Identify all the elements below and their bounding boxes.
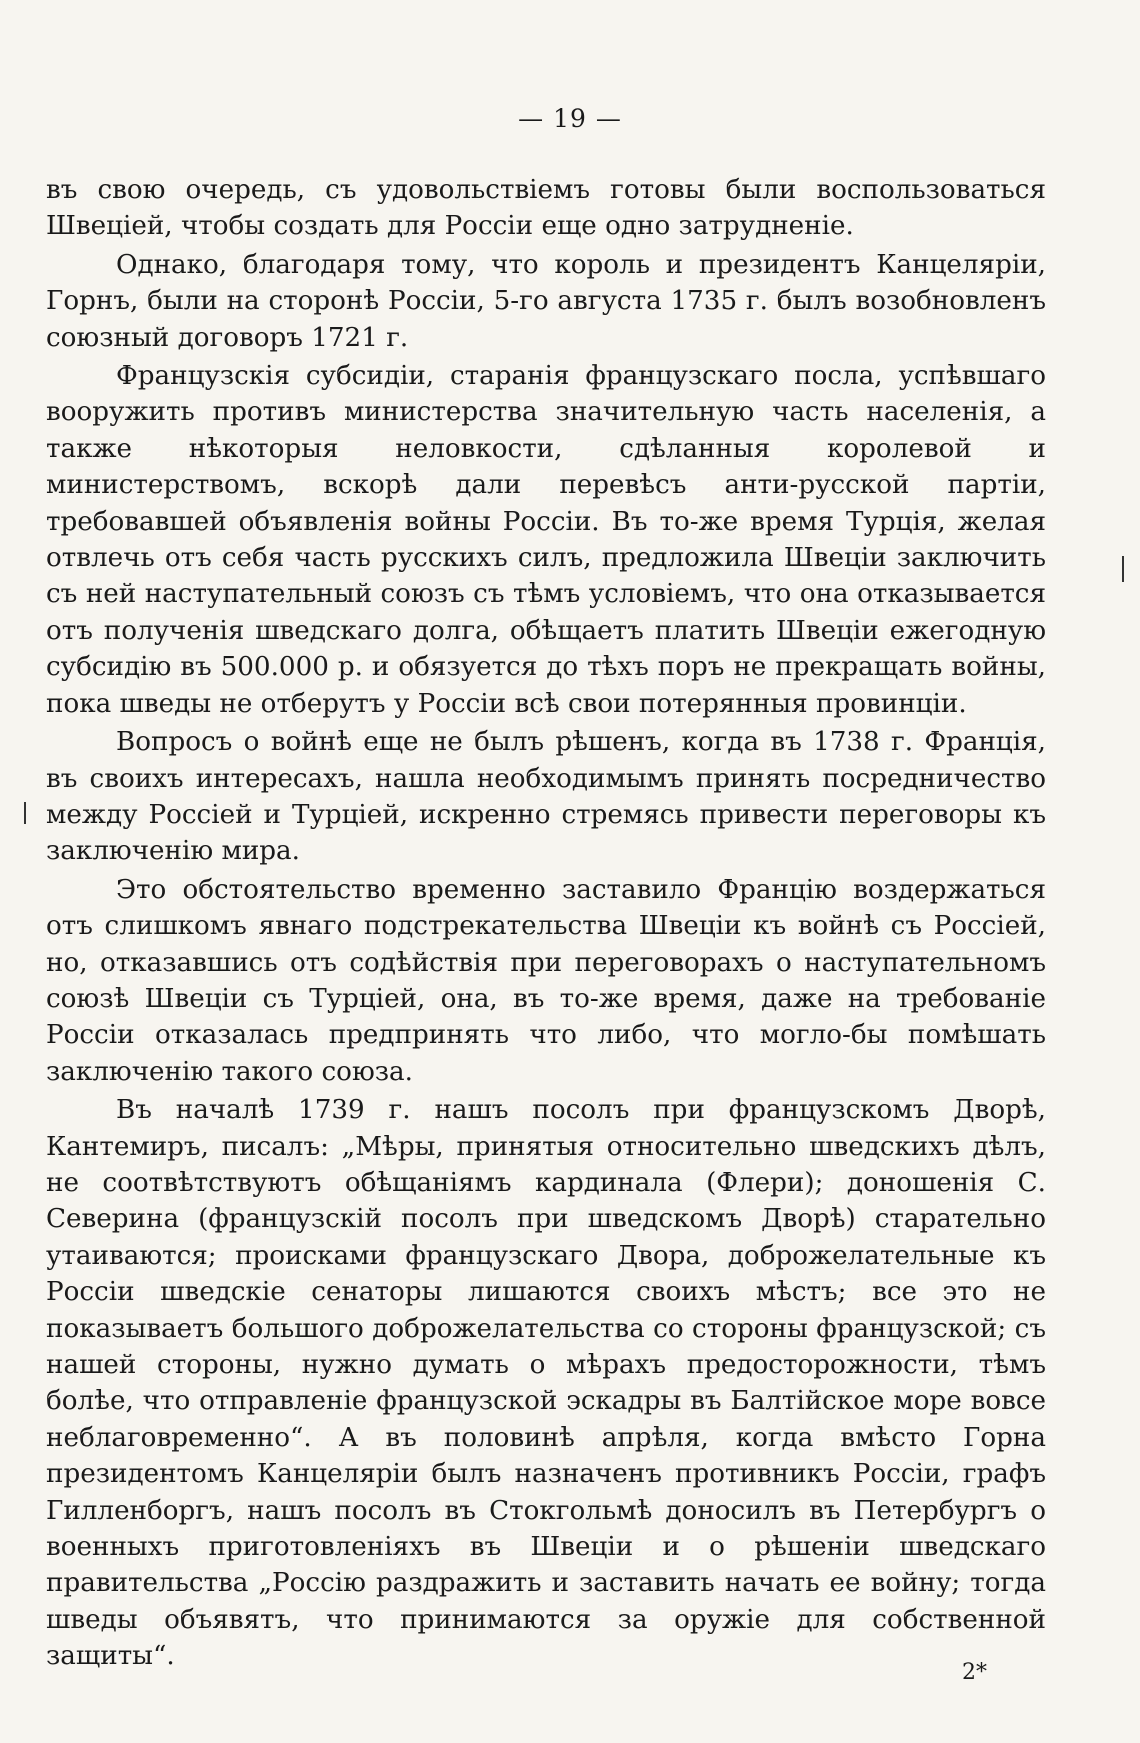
body-text (46, 172, 1046, 1677)
paragraph-3: Французскія субсидіи, старанія французскаго посла, успѣвшаго вооружить противъ министерства значительную часть населенія, а также нѣкоторыя неловкости, сдѣланныя королевой и министерствомъ, вскорѣ дали перевѣсъ анти-русской партіи, требовавшей объявленія войны Россіи. Въ то-же время Турція, желая отвлечь отъ себя часть русскихъ силъ, предложила Швеціи заключить съ ней наступательный союзъ съ тѣмъ условіемъ, что она отказывается отъ полученія шведскаго долга, обѣщаетъ платить Швеціи ежегодную субсидію въ 500.000 р. и обязуется до тѣхъ поръ не прекращать войны, пока шведы не отберутъ у Россіи всѣ свои потерянныя провинціи. (46, 361, 1046, 719)
paragraph-4: Вопросъ о войнѣ еще не былъ рѣшенъ, когда въ 1738 г. Франція, въ своихъ интересахъ, нашла необходимымъ принять посредничество между Россіей и Турціей, искренно стремясь привести переговоры къ заключенію мира. (46, 727, 1046, 867)
signature-mark: 2* (962, 1660, 987, 1685)
page-number: — 19 — (518, 104, 622, 133)
paragraph-1: въ свою очередь, съ удовольствіемъ готовы были воспользоваться Швеціей, чтобы создать для Россіи еще одно затрудненіе. (46, 175, 1046, 242)
paragraph-5: Это обстоятельство временно заставило Францію воздержаться отъ слишкомъ явнаго подстрекательства Швеціи къ войнѣ съ Россіей, но, отказавшись отъ содѣйствія при переговорахъ о наступательномъ союзѣ Швеціи съ Турціей, она, въ то-же время, даже на требованіе Россіи отказалась предпринять что либо, что могло-бы помѣшать заключенію такого союза. (46, 874, 1046, 1087)
margin-mark-right (1122, 556, 1124, 582)
margin-mark-left (24, 802, 26, 824)
paragraph-2: Однако, благодаря тому, что король и президентъ Канцеляріи, Горнъ, были на сторонѣ Россіи, 5-го августа 1735 г. былъ возобновленъ союзный договоръ 1721 г. (46, 249, 1046, 353)
paragraph-6: Въ началѣ 1739 г. нашъ посолъ при французскомъ Дворѣ, Кантемиръ, писалъ: „Мѣры, принятыя относительно шведскихъ дѣлъ, не соотвѣтствуютъ обѣщаніямъ кардинала (Флери); доношенія С. Северина (французскій посолъ при шведскомъ Дворѣ) старательно утаиваются; происками французскаго Двора, доброжелательные къ Россіи шведскіе сенаторы лишаются своихъ мѣстъ; все это не показываетъ большого доброжелательства со стороны французской; съ нашей стороны, нужно думать о мѣрахъ предосторожности, тѣмъ болѣе, что отправленіе французской эскадры въ Балтійское море вовсе неблаговременно“. А въ половинѣ апрѣля, когда вмѣсто Горна президентомъ Канцеляріи былъ назначенъ противникъ Россіи, графъ Гилленборгъ, нашъ посолъ въ Стокгольмѣ доносилъ въ Петербургъ о военныхъ приготовленіяхъ въ Швеціи и о рѣшеніи шведскаго правительства „Россію раздражить и заставить начать ее войну; тогда шведы объявятъ, что принимаются за оружіе для собственной защиты“. (46, 1095, 1046, 1672)
